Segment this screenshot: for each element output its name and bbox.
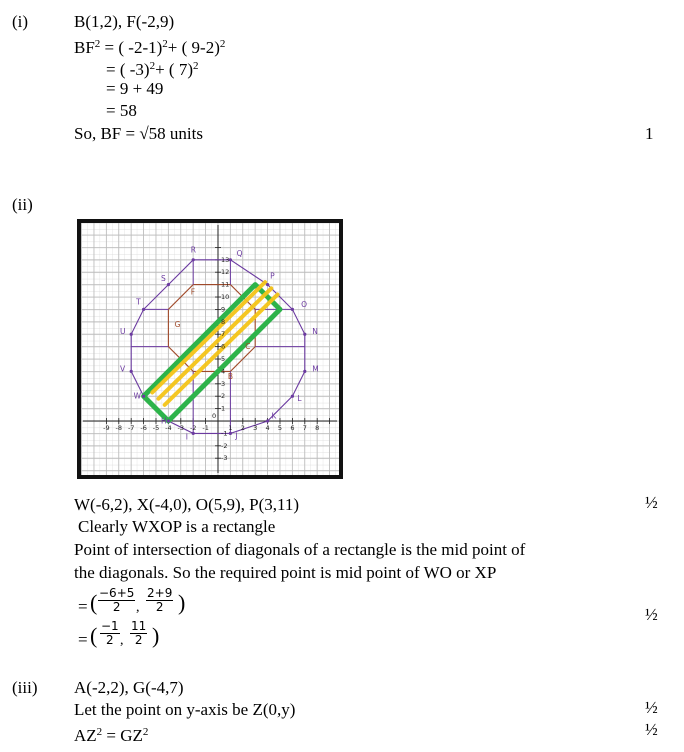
part-i-conclusion: So, BF = √58 units <box>74 124 203 143</box>
vertex-dot <box>192 258 195 261</box>
y-tick-label: -3 <box>221 454 228 463</box>
open-paren-2: ( <box>90 623 98 648</box>
x-tick-label: -2 <box>189 424 197 432</box>
part-ii-mark-2: ½ <box>645 605 658 624</box>
y-tick-label: 5 <box>221 355 226 363</box>
x-tick-label: 6 <box>290 424 295 432</box>
x-tick-label: -3 <box>177 424 185 432</box>
y-tick-label: 10 <box>221 293 230 301</box>
inner-vertex-label: B <box>227 371 234 381</box>
vertex-label: I <box>185 432 188 442</box>
midpoint-equals-2: = <box>78 630 88 649</box>
fraction-x-result: $\frac{-1}{2}$ <box>101 619 119 647</box>
y-tick-label: 4 <box>221 367 226 376</box>
x-tick-label: 4 <box>265 424 270 432</box>
inner-vertex-label: C <box>245 342 251 352</box>
x-tick-label: 8 <box>315 424 320 432</box>
x-tick-label: 1 <box>228 424 233 432</box>
vertex-dot <box>192 432 195 435</box>
vertex-label: T <box>136 297 141 307</box>
vertex-label: U <box>120 327 126 337</box>
part-iii-equation: $AZ^2 = GZ^2$ <box>74 726 149 745</box>
vertex-dot <box>303 333 306 336</box>
x-tick-label: -4 <box>165 424 172 432</box>
part-ii-label: (ii) <box>12 195 33 214</box>
y-tick-label: 12 <box>221 268 230 277</box>
coordinate-grid-figure <box>77 219 343 479</box>
close-paren-1: ) <box>178 590 186 615</box>
y-tick-label: 8 <box>221 317 226 326</box>
vertex-dot <box>130 370 133 373</box>
vertex-label: H <box>160 416 167 426</box>
x-tick-label: -6 <box>140 424 147 432</box>
open-paren-1: ( <box>90 590 98 615</box>
y-tick-label: 3 <box>221 379 226 388</box>
vertex-label: L <box>297 394 302 404</box>
x-tick-label: -9 <box>103 424 110 432</box>
part-iii-mark-2: ½ <box>645 720 658 739</box>
vertex-label: V <box>120 364 126 374</box>
comma-1: , <box>136 600 140 615</box>
inner-vertex-label: F <box>190 287 196 297</box>
vertex-dot <box>291 308 294 311</box>
part-ii-mark-1: ½ <box>645 493 658 512</box>
part-iii-mark-1: ½ <box>645 698 658 717</box>
grid-graphic <box>81 223 339 475</box>
x-tick-label: 5 <box>277 424 283 432</box>
vertex-label: N <box>312 327 318 337</box>
x-tick-label: 7 <box>302 424 307 432</box>
vertex-label: M <box>312 364 319 374</box>
x-tick-label: 3 <box>253 424 258 432</box>
vertex-label: R <box>190 245 196 255</box>
x-tick-label: -8 <box>115 424 123 432</box>
part-iii-assumption: Let the point on y-axis be Z(0,y) <box>74 700 296 719</box>
vertex-dot <box>291 395 294 398</box>
y-tick-label: 9 <box>221 305 226 314</box>
y-tick-label: -1 <box>221 429 228 438</box>
vertex-label: W <box>133 391 142 401</box>
part-iii-label: (iii) <box>12 678 38 697</box>
fraction-y-result: $\frac{11}{2}$ <box>131 619 147 647</box>
part-ii-statement-midpoint: the diagonals. So the required point is mid point of WO or XP <box>74 563 497 582</box>
vertex-dot <box>303 370 306 373</box>
vertex-label: S <box>160 273 166 283</box>
vertex-dot <box>167 283 170 286</box>
vertex-dot <box>142 308 145 311</box>
part-ii-coordinates: W(-6,2), X(-4,0), O(5,9), P(3,11) <box>74 495 300 514</box>
part-i-label: (i) <box>12 12 29 31</box>
fraction-y-midpoint: $\frac{2+9}{2}$ <box>147 586 173 614</box>
part-i-mark: 1 <box>645 124 654 143</box>
vertex-label: P <box>270 271 275 281</box>
vertex-label: Q <box>236 249 243 259</box>
part-i-step-squares: = ( -3)$^2$+ ( 7)$^2$ <box>106 60 199 79</box>
part-ii-statement-diagonals: Point of intersection of diagonals of a rectangle is the mid point of <box>74 540 526 559</box>
y-tick-label: 7 <box>221 330 226 339</box>
y-tick-label: 11 <box>221 280 230 289</box>
part-ii-statement-rectangle: Clearly WXOP is a rectangle <box>78 517 276 536</box>
vertex-dot <box>167 419 170 422</box>
vertex-dot <box>229 432 232 435</box>
x-tick-label: -1 <box>202 424 209 432</box>
vertex-label: J <box>235 431 238 441</box>
vertex-dot <box>142 395 145 398</box>
x-tick-label: -7 <box>127 424 135 432</box>
vertex-label: K <box>271 411 277 421</box>
vertex-dot <box>266 283 269 286</box>
comma-2: , <box>120 633 124 648</box>
y-tick-label: 6 <box>221 342 226 351</box>
vertex-dot <box>130 333 133 336</box>
y-tick-label: -2 <box>221 441 228 450</box>
x-tick-label: -5 <box>152 424 160 432</box>
origin-label: 0 <box>212 412 217 420</box>
vertex-dot <box>266 419 269 422</box>
part-i-given-points: B(1,2), F(-2,9) <box>74 12 175 31</box>
part-i-step-sum: = 9 + 49 <box>106 79 164 98</box>
part-iii-given-points: A(-2,2), G(-4,7) <box>74 678 184 697</box>
y-tick-label: 2 <box>221 392 226 401</box>
close-paren-2: ) <box>152 623 160 648</box>
y-tick-label: 13 <box>221 255 230 264</box>
part-i-distance-formula: $BF^2$ = ( -2-1)$^2$+ ( 9-2)$^2$ <box>74 38 226 57</box>
vertex-label: O <box>301 299 307 309</box>
midpoint-equals-1: = <box>78 597 88 616</box>
y-tick-label: 1 <box>221 404 226 413</box>
inner-vertex-label: G <box>174 319 181 329</box>
x-tick-label: 2 <box>240 424 245 432</box>
part-i-step-result: = 58 <box>106 101 137 120</box>
fraction-x-midpoint: $\frac{-6+5}{2}$ <box>99 586 135 614</box>
